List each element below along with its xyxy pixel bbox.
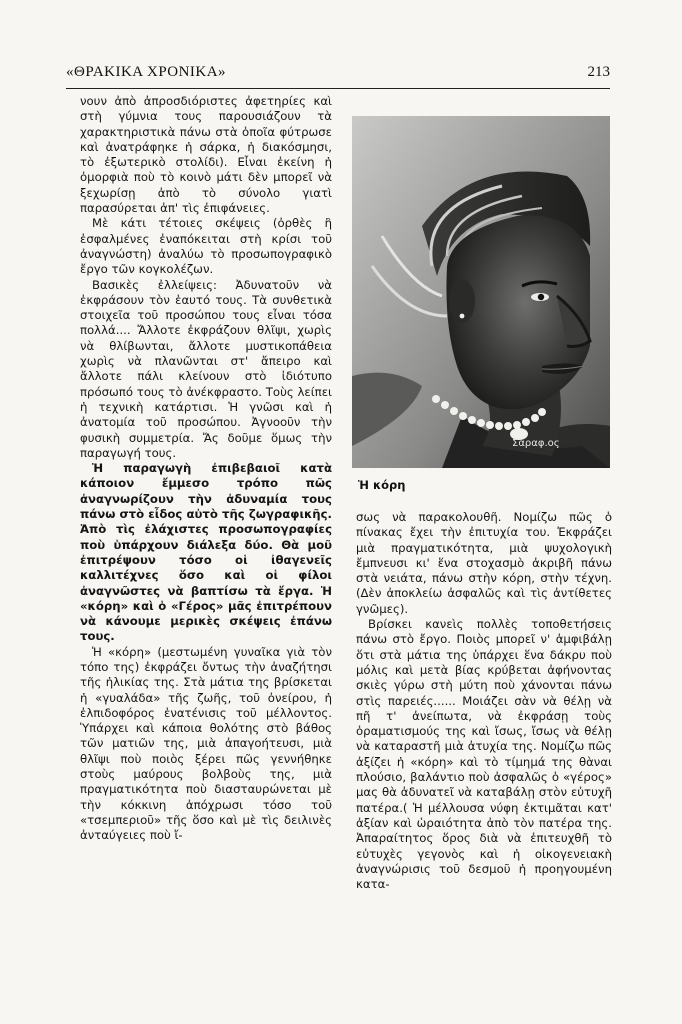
figure-caption: Ἡ κόρη: [358, 478, 406, 492]
right-column: [356, 510, 612, 990]
paragraph: Ἡ παραγωγὴ ἐπιβεβαιοῖ κατὰ κάποιον ἔμμεσο τρόπο πῶς ἀναγνωρίζουν τὴν ἀδυναμία τους πάνω στὸ εἶδος αὐτὸ τῆς ζωγραφικῆς. Ἀπὸ τὶς ἐλάχιστες προσωπογραφίες ποὺ ὑπάρχουν διάλεξα δύο. Θὰ μοῦ ἐπιτρέψουν τόσο οἱ ἰθαγενεῖς καλλιτέχνες ὅσο καὶ οἱ φίλοι ἀναγνῶστες νὰ βαπτίσω τὰ ἔργα. Ἡ «κόρη» καὶ ὁ «Γέρος» μᾶς ἐπιτρέπουν νὰ κάνουμε μερικὲς σκέψεις ἐπάνω τους.: [80, 461, 332, 644]
portrait-painting: [352, 116, 610, 468]
paragraph: Μὲ κάτι τέτοιες σκέψεις (ὀρθὲς ἢ ἐσφαλμένες ἐναπόκειται στὴ κρίσι τοῦ ἀναγνώστη) ἀναλύω τὸ προσωπογραφικὸ ἔργο τῶν κογκολέζων.: [80, 216, 332, 277]
paragraph: Ἡ «κόρη» (μεστωμένη γυναῖκα γιὰ τὸν τόπο της) ἐκφράζει ὄντως τὴν ἀναζήτησι τῆς ἡλικίας της. Στὰ μάτια της βρίσκεται ἡ «γυαλάδα» τῆς ζωῆς, τοῦ ὀνείρου, ἡ ἐλπιδοφόρος ἐνατένισις τοῦ μέλλοντος. Ὑπάρχει καὶ κάποια θολότης στὸ βάθος τῶν ματιῶν της, μιὰ ἀπαγοήτευσι, μιὰ θλῖψι ποὺ ποιὸς ξέρει πῶς γεννήθηκε στοὺς μαύρους βολβοὺς της, μιὰ πραγματικότητα ποὺ διασταυρώνεται μὲ τὴν κόκκινη ἀπόχρωσι τόσο τοῦ «τσεμπεριοῦ» τῆς ὅσο καὶ μὲ τὶς δειλινὲς ἀνταύγειες ποὺ ἴ-: [80, 644, 332, 843]
painter-signature: Σαραφ.ος: [512, 438, 560, 449]
paragraph: Βρίσκει κανεὶς πολλὲς τοποθετήσεις πάνω στὸ ἔργο. Ποιὸς μπορεῖ ν' ἀμφιβάλῃ ὅτι στὰ μάτια της ὑπάρχει ἕνα δάκρυ ποὺ μόλις καὶ μετὰ βίας κρύβεται ἀφήνοντας σκιὲς γύρω στὴ μύτη ποὺ χάνονται πάνω στὶς παρειές...... Μοιάζει σὰν νὰ θέλῃ νὰ πῆ τ' ἀνείπωτα, νὰ ἐκφράσῃ τοὺς ὁραματισμούς της καὶ ἴσως, ἴσως νὰ θέλῃ νὰ καταραστῆ μιὰ ἀτυχία της. Νομίζω πῶς ἀξίζει ἡ «κόρη» καὶ τὸ τίμημά της θὰναι πλούσιο, βαλάντιο ποὺ ἀσφαλῶς ὁ «γέρος» μας θὰ ἀδυνατεῖ νὰ καταβάλῃ στὸν εὐτυχῆ πατέρα.( Ἡ μέλλουσα νύφη ἐκτιμᾶται κατ' ἀξίαν καὶ ὡραιότητα ἀπὸ τὸν πατέρα της. Ἀπαραίτητος ὅρος διὰ νὰ ἐπιτευχθῆ τὸ εὐτυχὲς γεγονὸς καὶ ἡ οἰκογενειακὴ ἀναγνώρισις τοῦ δεσμοῦ ἡ προηγουμένη κατα-: [356, 617, 612, 892]
left-column: [80, 94, 332, 974]
paragraph: σως νὰ παρακολουθῆ. Νομίζω πῶς ὁ πίνακας ἔχει τὴν ἐπιτυχία του. Ἐκφράζει μιὰ πραγματικότητα, μιὰ ψυχολογικὴ ἔμπνευσι κι' ἕνα στοχασμὸ ἀκριβῆ πάνω στὰ νειάτα, πάνω στὴν κόρη, στὴν τέχνη. (Δὲν ἀποκλείω ἀσφαλῶς καὶ τὶς ἀντίθετες γνῶμες).: [356, 510, 612, 616]
journal-title: «ΘΡΑΚΙΚΑ ΧΡΟΝΙΚΑ»: [66, 64, 227, 80]
paragraph: νουν ἀπὸ ἀπροσδιόριστες ἀφετηρίες καὶ στὴ γύμνια τους παρουσιάζουν τὰ χαρακτηριστικὰ πάνω στὰ ὁποῖα φύτρωσε καὶ ἀνατράφηκε ἡ σάρκα, ἡ διακόσμησι, τὸ ἐξωτερικὸ στολίδι). Εἶναι ἐκείνη ἡ ὀμορφιὰ ποὺ τὸ κοινὸ μάτι δὲν μπορεῖ νὰ ξεχωρίσῃ ἀπὸ τὸ σύνολο γιατὶ παρασύρεται ἀπ' τὶς ἐπιφάνειες.: [80, 94, 332, 216]
page-number: 213: [587, 64, 610, 80]
header-rule: [66, 88, 610, 89]
running-head: [66, 64, 610, 86]
paragraph: Βασικὲς ἐλλείψεις: Ἀδυνατοῦν νὰ ἐκφράσουν τὸν ἑαυτό τους. Τὰ συνθετικὰ στοιχεῖα τοῦ προσώπου τους εἶναι τόσα πολλά.... Ἄλλοτε ἐκφράζουν θλῖψι, χωρὶς νὰ θλίβωνται, ἄλλοτε μυστικοπάθεια χωρὶς νὰ πλανῶνται στ' ἄπειρο καὶ ἄλλοτε πάλι κλείνουν στὸ ἰδιότυπο πρόσωπό τους τὸ ἀνέκφραστο. Τοὺς λείπει ἡ τεχνικὴ κατάρτισι. Ἡ γνῶσι καὶ ἡ ἀνατομία τοῦ προσώπου. Ἀγνοοῦν τὴν φυσικὴ συμμετρία. Ἄς δοῦμε ὅμως τὴν παραγωγή τους.: [80, 277, 332, 460]
